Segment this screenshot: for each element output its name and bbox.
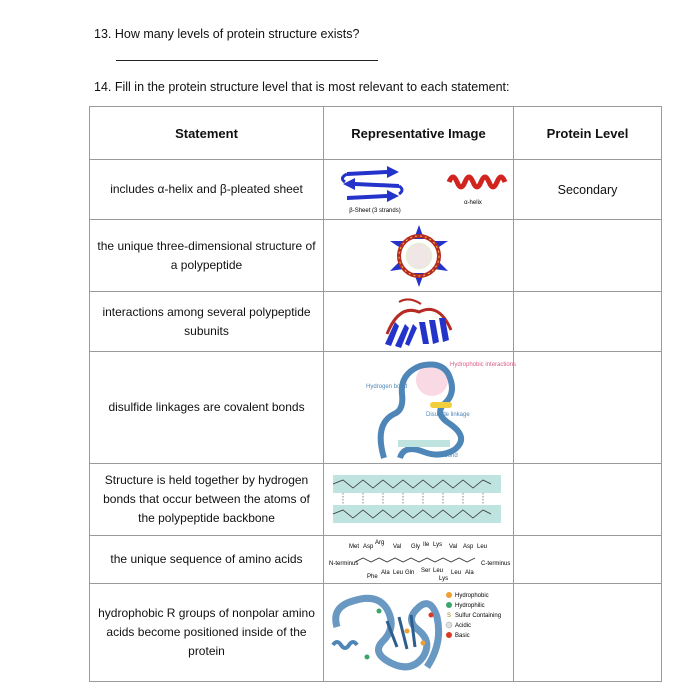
statement-cell: the unique three-dimensional structure of a polypeptide [90,220,324,292]
image-cell [324,464,514,536]
statement-cell: hydrophobic R groups of nonpolar amino acids become positioned inside of the protein [90,584,324,682]
answer-line[interactable] [116,60,378,61]
header-statement: Statement [90,107,324,160]
residue-label: Asp [462,543,473,550]
table-row [90,536,662,584]
c-terminus-label: C-terminus [480,560,510,567]
residue-label: Leu [476,543,487,550]
question-14: 14. Fill in the protein structure level that is most relevant to each statement: [94,80,510,94]
hydrophobic-label: Hydrophobic interactions [449,361,516,368]
protein-level-cell[interactable] [514,464,662,536]
legend-hydrophobic: Hydrophobic [454,592,489,599]
alpha-helix-icon [449,177,505,187]
residue-label: Gly [410,543,420,550]
table-row [90,220,662,292]
table-row [90,352,662,464]
residue-label: Lys [432,541,442,548]
image-cell [324,292,514,352]
n-terminus-label: N-terminus [328,560,358,567]
statement-cell: includes α-helix and β-pleated sheet [90,160,324,220]
ionic-bond-label: Ionic bond [429,452,458,459]
protein-level-cell[interactable] [514,292,662,352]
hydrophobic-core-image [327,587,511,679]
table-row [90,464,662,536]
hydrogen-bond-backbone-image [329,469,509,531]
residue-label: Ile [422,541,429,548]
residue-legend [446,592,501,639]
image-cell [324,220,514,292]
image-cell [324,160,514,220]
legend-sulfur: Sulfur Containing [454,612,501,619]
tertiary-interactions-image [344,354,516,462]
secondary-structure-image [325,162,513,218]
table-row [90,292,662,352]
svg-text:S: S [446,612,451,619]
top-residues [349,540,487,550]
disulfide-label: Disulfide linkage [425,411,470,418]
table-header-row [90,107,662,160]
image-cell [324,584,514,682]
statement-cell: disulfide linkages are covalent bonds [90,352,324,464]
residue-label: Gln [404,569,414,576]
protein-level-cell[interactable] [514,536,662,584]
residue-label: Asp [362,543,373,550]
residue-label: Leu [450,569,461,576]
residue-label: Met [348,543,359,550]
bottom-residues [367,568,474,582]
protein-level-cell[interactable]: Secondary [514,160,662,220]
legend-basic: Basic [454,632,470,639]
statement-cell: the unique sequence of amino acids [90,536,324,584]
table-row [90,584,662,682]
alpha-helix-label: α-helix [463,199,482,206]
image-cell [324,352,514,464]
residue-label: Arg [374,539,384,546]
residue-label: Ala [464,569,474,576]
quaternary-structure-image [379,294,459,350]
residue-label: Lys [438,575,448,582]
primary-sequence-image [327,538,511,582]
legend-hydrophilic: Hydrophilic [454,602,485,609]
tertiary-structure-image [384,223,454,289]
protein-structure-table [89,106,662,682]
residue-label: Val [392,543,401,550]
question-13: 13. How many levels of protein structure exists? [94,27,360,41]
legend-acidic: Acidic [454,622,471,629]
residue-label: Ala [380,569,390,576]
protein-level-cell[interactable] [514,584,662,682]
hydrogen-bond-label: Hydrogen bond [365,383,407,390]
residue-label: Ser [420,567,430,574]
beta-sheet-label: β-Sheet (3 strands) [348,207,401,214]
residue-label: Val [448,543,457,550]
table-row [90,160,662,220]
statement-cell: interactions among several polypeptide subunits [90,292,324,352]
residue-label: Leu [432,567,443,574]
protein-level-cell[interactable] [514,220,662,292]
beta-sheet-icon [342,166,402,202]
image-cell [324,536,514,584]
protein-level-cell[interactable] [514,352,662,464]
residue-label: Phe [366,573,378,580]
header-protein-level: Protein Level [514,107,662,160]
statement-cell: Structure is held together by hydrogen bonds that occur between the atoms of the polypeptide backbone [90,464,324,536]
header-representative-image: Representative Image [324,107,514,160]
residue-label: Leu [392,569,403,576]
